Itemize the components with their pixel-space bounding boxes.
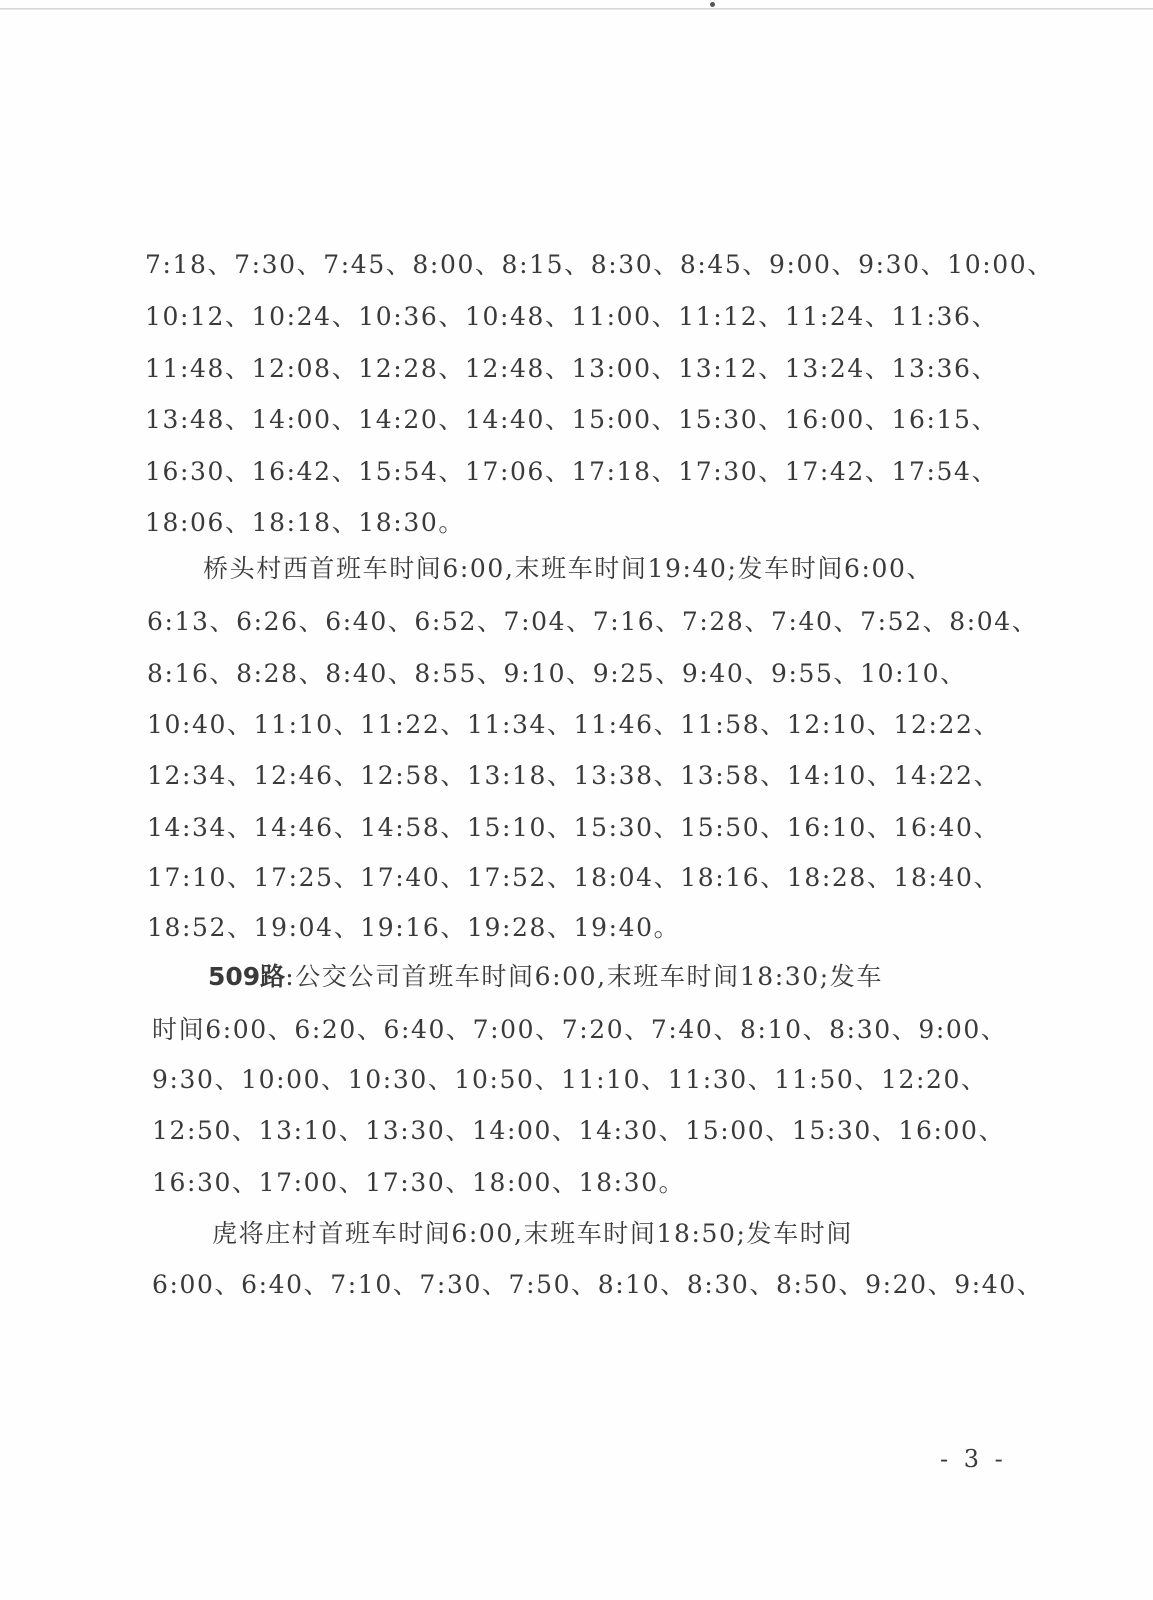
schedule-line: 14:34、14:46、14:58、15:10、15:30、15:50、16:10、16:40、 [147,813,1001,842]
schedule-line: 10:12、10:24、10:36、10:48、11:00、11:12、11:24、11:36、 [145,302,999,331]
schedule-line: 16:30、17:00、17:30、18:00、18:30。 [152,1168,686,1197]
schedule-line: 8:16、8:28、8:40、8:55、9:10、9:25、9:40、9:55、10:10、 [147,659,967,688]
schedule-line: 18:52、19:04、19:16、19:28、19:40。 [147,913,681,942]
schedule-line: 18:06、18:18、18:30。 [145,508,465,537]
paragraph-start-line: 虎将庄村首班车时间6:00,末班车时间18:50;发车时间 [212,1219,853,1248]
paragraph-start-line: 桥头村西首班车时间6:00,末班车时间19:40;发车时间6:00、 [203,554,934,583]
schedule-line: 6:13、6:26、6:40、6:52、7:04、7:16、7:28、7:40、7:52、8:04、 [147,607,1039,636]
schedule-line: 6:00、6:40、7:10、7:30、7:50、8:10、8:30、8:50、9:20、9:40、 [152,1270,1044,1299]
schedule-line: 13:48、14:00、14:20、14:40、15:00、15:30、16:00、16:15、 [145,405,999,434]
schedule-line: 12:34、12:46、12:58、13:18、13:38、13:58、14:10、14:22、 [147,761,1001,790]
route-509-label: 509路 [208,962,286,991]
page-number: - 3 - [940,1445,1007,1473]
schedule-line: 16:30、16:42、15:54、17:06、17:18、17:30、17:42、17:54、 [145,457,999,486]
top-scan-edge [0,8,1153,10]
schedule-line: 9:30、10:00、10:30、10:50、11:10、11:30、11:50、12:20、 [152,1065,988,1094]
route-509-heading-line [208,962,883,992]
schedule-line: 7:18、7:30、7:45、8:00、8:15、8:30、8:45、9:00、9:30、10:00、 [145,250,1054,279]
schedule-line: 17:10、17:25、17:40、17:52、18:04、18:16、18:28、18:40、 [147,863,1001,892]
schedule-line: 时间6:00、6:20、6:40、7:00、7:20、7:40、8:10、8:30、9:00、 [152,1015,1008,1044]
scan-speck [710,2,715,7]
schedule-line: 12:50、13:10、13:30、14:00、14:30、15:00、15:30、16:00、 [152,1116,1006,1145]
schedule-line: 11:48、12:08、12:28、12:48、13:00、13:12、13:24、13:36、 [145,354,999,383]
schedule-line: 10:40、11:10、11:22、11:34、11:46、11:58、12:10、12:22、 [147,710,1001,739]
route-509-first-line: :公交公司首班车时间6:00,末班车时间18:30;发车 [285,962,883,991]
